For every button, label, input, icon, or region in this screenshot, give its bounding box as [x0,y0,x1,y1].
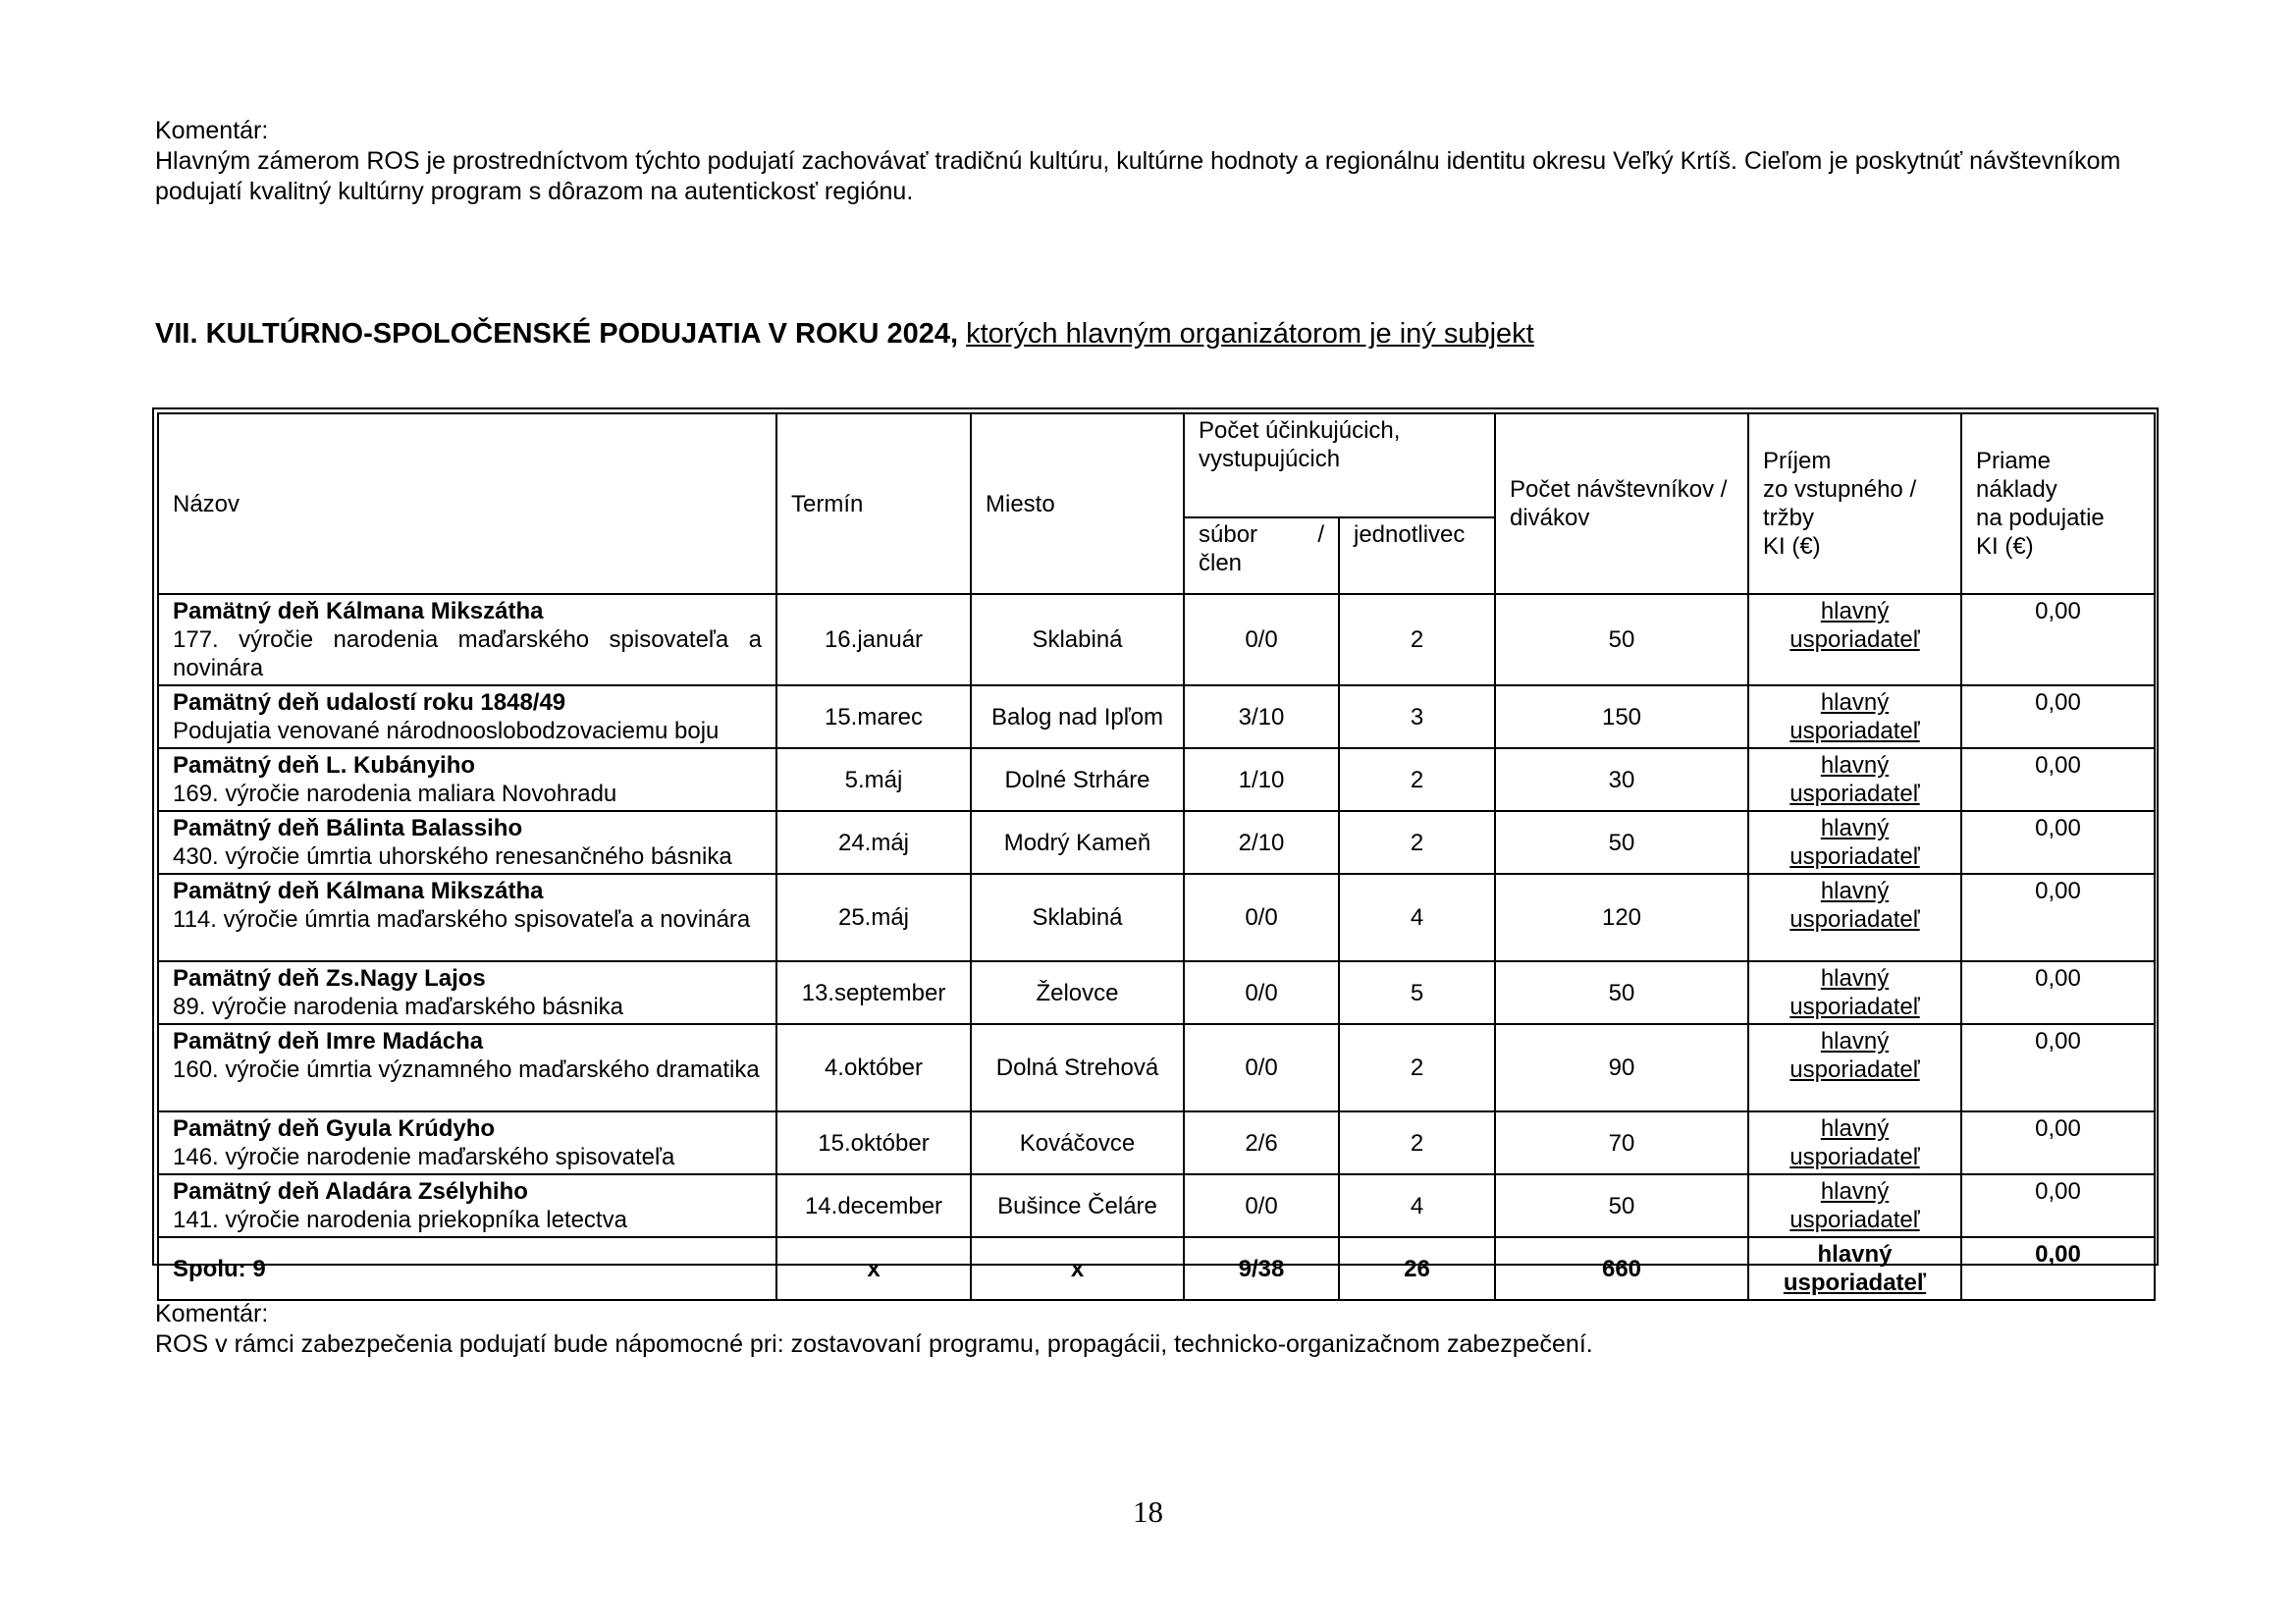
cell-name [158,811,776,874]
cell-individual: 2 [1339,811,1495,874]
cell-income: hlavný usporiadateľ [1748,685,1961,748]
cell-name [158,1174,776,1237]
cell-income: hlavný usporiadateľ [1748,748,1961,811]
cell-date: 5.máj [776,748,971,811]
header-income-line4: KI (€) [1763,533,1821,560]
cell-ensemble: 3/10 [1184,685,1339,748]
event-title: Pamätný deň Aladára Zsélyhiho [173,1178,528,1205]
cell-date: 4.október [776,1024,971,1111]
cell-name [158,961,776,1024]
event-title: Pamätný deň L. Kubányiho [173,752,476,779]
event-title: Pamätný deň Kálmana Mikszátha [173,598,544,624]
cell-costs: 0,00 [1961,594,2155,685]
header-costs [1961,413,2155,594]
section-heading [155,316,1534,352]
table-row [158,1174,2155,1237]
cell-place: Želovce [971,961,1184,1024]
cell-place: Dolné Strháre [971,748,1184,811]
header-costs-line1: Priame [1976,448,2052,474]
cell-individual: 2 [1339,748,1495,811]
event-description: 141. výročie narodenia priekopníka letectva [173,1207,627,1233]
cell-income: hlavný usporiadateľ [1748,811,1961,874]
table-total-row [158,1237,2155,1300]
cell-visitors: 30 [1495,748,1748,811]
cell-place: Kováčovce [971,1111,1184,1174]
cell-income: hlavný usporiadateľ [1748,1024,1961,1111]
event-title: Pamätný deň Zs.Nagy Lajos [173,965,486,992]
cell-costs: 0,00 [1961,1024,2155,1111]
header-name: Názov [158,413,776,594]
cell-visitors: 120 [1495,874,1748,961]
table-row [158,748,2155,811]
cell-ensemble: 0/0 [1184,1174,1339,1237]
cell-date: 14.december [776,1174,971,1237]
cell-costs: 0,00 [1961,961,2155,1024]
cell-individual: 2 [1339,1111,1495,1174]
cell-date: 24.máj [776,811,971,874]
header-costs-line2: náklady [1976,476,2057,503]
cell-place: Modrý Kameň [971,811,1184,874]
cell-individual: 4 [1339,1174,1495,1237]
header-individual: jednotlivec [1339,517,1495,594]
comment-top-label: Komentár: [155,117,269,144]
cell-place: Bušince Čeláre [971,1174,1184,1237]
header-income [1748,413,1961,594]
header-ensemble-label: súbor [1199,521,1258,548]
cell-place: Balog nad Ipľom [971,685,1184,748]
comment-bottom-text: ROS v rámci zabezpečenia podujatí bude nápomocné pri: zostavovaní programu, propagácii, technicko-organizačnom zabezpečení. [155,1330,1593,1358]
cell-income: hlavný usporiadateľ [1748,961,1961,1024]
table-row [158,874,2155,961]
event-description: 169. výročie narodenia maliara Novohradu [173,781,617,807]
cell-costs: 0,00 [1961,1174,2155,1237]
table-row [158,811,2155,874]
cell-individual: 4 [1339,874,1495,961]
header-income-line1: Príjem [1763,448,1832,474]
cell-name [158,1024,776,1111]
comment-bottom-label: Komentár: [155,1300,269,1327]
section-heading-bold: VII. KULTÚRNO-SPOLOČENSKÉ PODUJATIA V ROKU 2024, [155,318,959,350]
total-income: hlavný usporiadateľ [1748,1237,1961,1300]
events-table-frame [152,407,2159,1296]
cell-date: 16.január [776,594,971,685]
comment-top-text: Hlavným zámerom ROS je prostredníctvom týchto podujatí zachovávať tradičnú kultúru, kultúrne hodnoty a regionálnu identitu okresu Veľký Krtíš. Cieľom je poskytnúť návštevníkom podujatí kvalitný kultúrny program s dôrazom na autentickosť regiónu. [155,147,2121,205]
total-individual: 26 [1339,1237,1495,1300]
page-number: 18 [1133,1494,1163,1529]
header-costs-line4: KI (€) [1976,533,2034,560]
cell-income: hlavný usporiadateľ [1748,874,1961,961]
cell-income: hlavný usporiadateľ [1748,1174,1961,1237]
cell-costs: 0,00 [1961,811,2155,874]
table-row [158,1111,2155,1174]
cell-visitors: 50 [1495,594,1748,685]
event-description: Podujatia venované národnooslobodzovaciemu boju [173,718,720,744]
comment-bottom [155,1299,2197,1360]
cell-name [158,874,776,961]
table-row [158,594,2155,685]
cell-ensemble: 1/10 [1184,748,1339,811]
header-income-line3: tržby [1763,505,1815,531]
header-costs-line3: na podujatie [1976,505,2105,531]
total-place: x [971,1237,1184,1300]
header-income-line2: zo vstupného / [1763,476,1917,503]
total-visitors: 660 [1495,1237,1748,1300]
header-performers: Počet účinkujúcich, vystupujúcich [1184,413,1495,517]
cell-name [158,1111,776,1174]
cell-visitors: 150 [1495,685,1748,748]
cell-date: 15.marec [776,685,971,748]
cell-visitors: 90 [1495,1024,1748,1111]
section-heading-underlined: ktorých hlavným organizátorom je iný subjekt [966,318,1534,350]
cell-name [158,594,776,685]
header-visitors: Počet návštevníkov / divákov [1495,413,1748,594]
header-ensemble-slash: / [1317,521,1324,548]
event-title: Pamätný deň Kálmana Mikszátha [173,878,544,904]
cell-date: 15.október [776,1111,971,1174]
cell-place: Sklabiná [971,874,1184,961]
event-description: 114. výročie úmrtia maďarského spisovateľa a novinára [173,906,751,933]
event-description: 146. výročie narodenie maďarského spisovateľa [173,1144,675,1170]
cell-ensemble: 2/10 [1184,811,1339,874]
events-table [157,412,2156,1301]
event-title: Pamätný deň Bálinta Balassiho [173,815,523,841]
table-row [158,961,2155,1024]
cell-date: 25.máj [776,874,971,961]
header-ensemble-member: člen [1199,550,1243,576]
header-date: Termín [776,413,971,594]
total-ensemble: 9/38 [1184,1237,1339,1300]
cell-visitors: 50 [1495,811,1748,874]
cell-place: Dolná Strehová [971,1024,1184,1111]
cell-visitors: 70 [1495,1111,1748,1174]
event-description: 177. výročie narodenia maďarského spisovateľa a novinára [173,626,762,681]
event-description: 89. výročie narodenia maďarského básnika [173,994,624,1020]
event-description: 430. výročie úmrtia uhorského renesančného básnika [173,843,732,870]
cell-income: hlavný usporiadateľ [1748,1111,1961,1174]
cell-ensemble: 0/0 [1184,1024,1339,1111]
cell-ensemble: 0/0 [1184,961,1339,1024]
cell-ensemble: 2/6 [1184,1111,1339,1174]
cell-visitors: 50 [1495,961,1748,1024]
cell-individual: 2 [1339,594,1495,685]
cell-date: 13.september [776,961,971,1024]
event-description: 160. výročie úmrtia významného maďarského dramatika [173,1056,760,1083]
cell-costs: 0,00 [1961,748,2155,811]
cell-individual: 5 [1339,961,1495,1024]
header-place: Miesto [971,413,1184,594]
cell-costs: 0,00 [1961,874,2155,961]
header-ensemble [1184,517,1339,594]
total-date: x [776,1237,971,1300]
cell-visitors: 50 [1495,1174,1748,1237]
table-body [158,594,2155,1300]
cell-place: Sklabiná [971,594,1184,685]
cell-income: hlavný usporiadateľ [1748,594,1961,685]
table-row [158,1024,2155,1111]
cell-individual: 2 [1339,1024,1495,1111]
table-header [158,413,2155,594]
cell-ensemble: 0/0 [1184,594,1339,685]
cell-individual: 3 [1339,685,1495,748]
total-label: Spolu: 9 [158,1237,776,1300]
cell-name [158,685,776,748]
cell-costs: 0,00 [1961,685,2155,748]
event-title: Pamätný deň udalostí roku 1848/49 [173,689,566,716]
total-costs: 0,00 [1961,1237,2155,1300]
comment-top [155,116,2197,207]
table-row [158,685,2155,748]
event-title: Pamätný deň Imre Madácha [173,1028,484,1055]
cell-name [158,748,776,811]
event-title: Pamätný deň Gyula Krúdyho [173,1115,496,1142]
cell-costs: 0,00 [1961,1111,2155,1174]
cell-ensemble: 0/0 [1184,874,1339,961]
